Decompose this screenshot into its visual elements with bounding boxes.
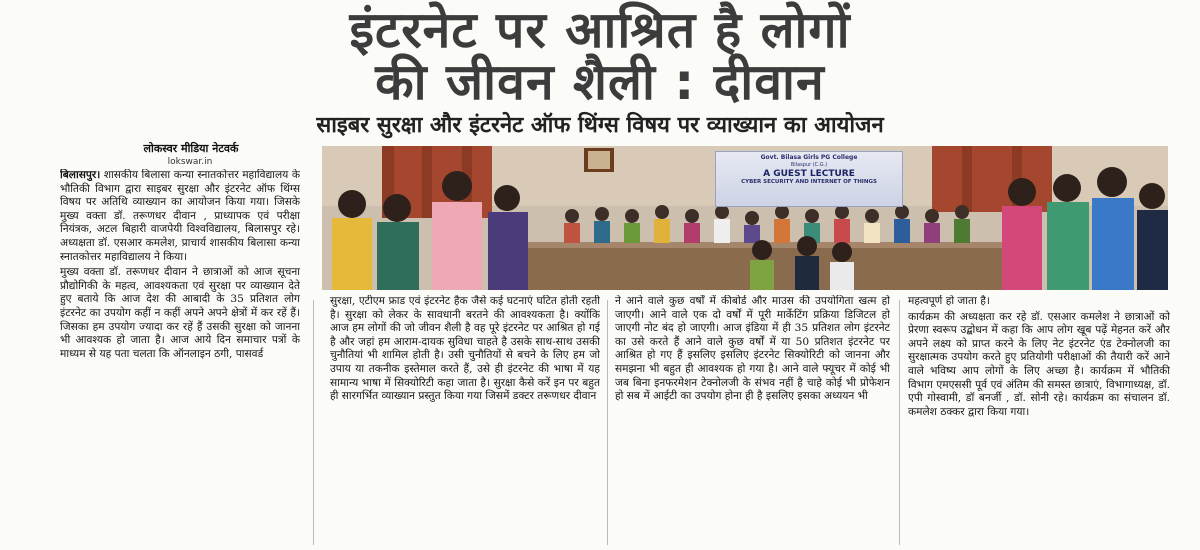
column-divider — [899, 300, 900, 545]
headline-line-1: इंटरनेट पर आश्रित है लोगों — [349, 1, 851, 59]
banner-college: Govt. Bilasa Girls PG College — [760, 154, 858, 161]
article-column-2 — [330, 295, 600, 545]
column-2-text: सुरक्षा, एटीएम फ्राड एवं इंटरनेट हैक जैसे कई घटनाएं घटित होती रहती है। सुरक्षा को लेकर के सावधानी बरतने की आवश्यकता है। क्योंकि आज हम लोगों की जो जीवन शैली है वह पूरे इंटरनेट पर आश्रित हो गई है और जहां हम आराम-दायक सुविधा चाहते है उसके साथ-साथ उसकी चुनौतियां भी शामिल होती है। उसी चुनौतियों से बचने के लिए हम जो उपाय या तकनीक इस्तेमाल करते हैं, उसे ही इंटरनेट की भाषा में यह सामान्य भाषा में सिक्योरिटी कहा जाता है। सुरक्षा कैसे करें इन पर बहुत ही सारगर्भित व्याख्यान प्रस्तुत किया गया जिसमें डक्टर तरूणधर दीवान — [330, 295, 600, 403]
column-1-text-1: शासकीय बिलासा कन्या स्नातकोत्तर महाविद्यालय के भौतिकी विभाग द्वारा साइबर सुरक्षा और इंटरनेट ऑफ थिंग्स विषय पर अतिथि व्याख्यान का आयोजन किया गया। जिसके मुख्य वक्ता डॉ. तरूणधर दीवान , प्राध्यापक एवं परीक्षा नियंत्रक, अटल बिहारी वाजपेयी विश्वविद्यालय, बिलासपुर रहे। अध्यक्षता डॉ. एसआर कमलेश, प्राचार्य शासकीय बिलासा कन्या स्नातकोत्तर महाविद्यालय ने किया। — [60, 169, 300, 263]
headline — [0, 1, 1200, 111]
article-column-1 — [60, 169, 300, 545]
column-divider — [313, 300, 314, 545]
banner-title: A GUEST LECTURE — [763, 169, 855, 179]
byline-site: lokswar.in — [167, 157, 213, 167]
dateline: बिलासपुर। — [60, 169, 101, 181]
event-photo — [322, 146, 1168, 290]
column-3-text: ने आने वाले कुछ वर्षों में कीबोर्ड और माउस की उपयोगिता खत्म हो जाएगी। आने वाले एक दो वर्षों में पूरी मार्केटिंग प्रक्रिया डिजिटल हो जाएगी नोट बंद हो जाएगी। आज इंडिया में ही 35 प्रतिशत लोग इंटरनेट का उसे करते हैं आने वाले कुछ वर्षों में या 50 प्रतिशत इंटरनेट पर आश्रित हो गए हैं इसलिए इसलिए इंटरनेट सिक्योरिटी को जानना और समझना भी बहुत ही आवश्यक हो गया है। आने वाले फ्यूचर में कोई भी जब बिना इनफरमेशन टेक्नोलजी के संभव नहीं है चाहे कोई भी प्रोफेशन हो सब में आईटी का उपयोग होना ही है इसलिए इसका अध्ययन भी — [615, 295, 890, 403]
column-4-paragraph-2: कार्यक्रम की अध्यक्षता कर रहे डॉ. एसआर कमलेश ने छात्राओं को प्रेरणा स्वरूप उद्बोधन में कहा कि आप लोग खूब पढ़ें मेहनत करें और अपने लक्ष्य को प्राप्त करने के लिए नेट इंटरनेट एंड टेक्नोलजी का सुरक्षात्मक उपयोग करते हुए प्रतियोगी परीक्षाओं की तैयारी करें आने वाले भविष्य आप लोगों के लिए अच्छा है। कार्यक्रम में भौतिकी विभाग एमएससी पूर्व एवं अंतिम की समस्त छात्राएं, विभागाध्यक्ष, डॉ. एपी गोस्वामी, डॉ बनर्जी , डॉ. सोनी रहे। कार्यक्रम का संचालन डॉ. कमलेश ठक्कर द्वारा किया गया। — [908, 310, 1170, 418]
headline-line-2: की जीवन शैली : दीवान — [375, 53, 825, 111]
banner-topic: CYBER SECURITY AND INTERNET OF THINGS — [741, 179, 877, 185]
byline-network: लोकस्वर मीडिया नेटवर्क — [143, 142, 239, 155]
banner-location: Bilaspur (C.G.) — [790, 162, 828, 168]
column-divider — [607, 300, 608, 545]
article-column-4 — [908, 295, 1170, 545]
column-1-paragraph-1 — [60, 169, 300, 264]
column-1-paragraph-2: मुख्य वक्ता डॉ. तरूणधर दीवान ने छात्राओं को आज सूचना प्रौद्योगिकी के महत्व, आवश्यकता एवं सुरक्षा पर व्याख्यान देते हुए बताये कि आज देश की आबादी के 35 प्रतिशत लोग इंटरनेट का उपयोग कहीं न कहीं अपने अपने क्षेत्रों में कर रहें हैं। जिसका हम उपयोग ज्यादा कर रहें हैं उसकी सुरक्षा को जानना भी आवश्यक हो जाता है। आज आये दिन समाचार पत्रों के माध्यम से यह पता चलता कि ऑनलाइन ठगी, पासवर्ड — [60, 266, 300, 360]
column-4-paragraph-1: महत्वपूर्ण हो जाता है। — [908, 295, 990, 307]
lecture-banner — [715, 151, 903, 207]
subheadline: साइबर सुरक्षा और इंटरनेट ऑफ थिंग्स विषय पर व्याख्यान का आयोजन — [316, 113, 884, 138]
article-column-3 — [615, 295, 890, 545]
